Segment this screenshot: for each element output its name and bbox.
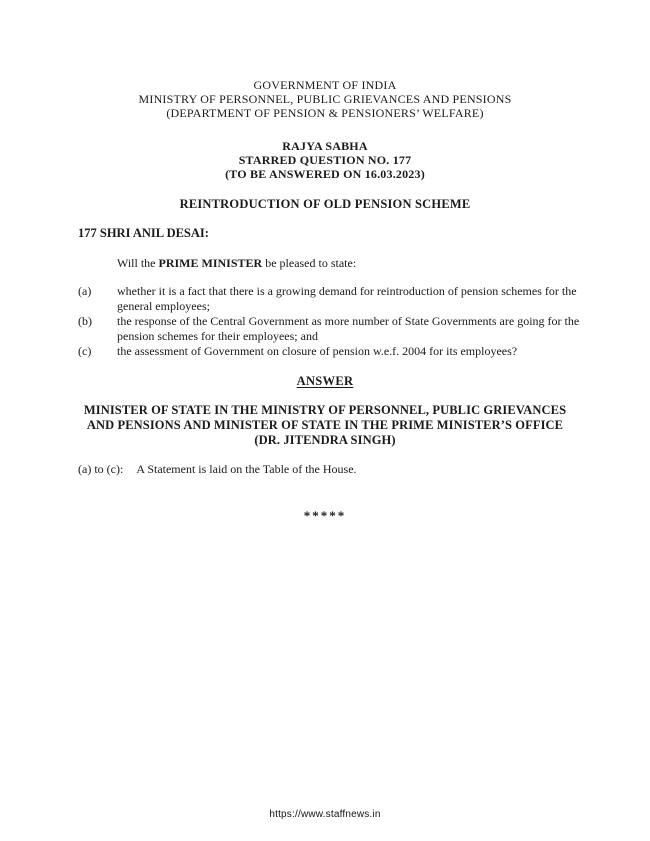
question-items xyxy=(0,284,650,359)
asterisk-separator: ***** xyxy=(303,508,347,523)
question-item-b xyxy=(0,314,650,344)
footer xyxy=(0,809,650,820)
statement-label: (a) to (c): xyxy=(78,462,124,476)
answer-heading-row xyxy=(0,372,650,390)
statement-text: A Statement is laid on the Table of the House. xyxy=(136,462,357,476)
govt-of-india-line: GOVERNMENT OF INDIA xyxy=(253,78,397,92)
department-line: (DEPARTMENT OF PENSION & PENSIONERS’ WELFARE) xyxy=(166,106,484,120)
minister-designation-line1: MINISTER OF STATE IN THE MINISTRY OF PERSONNEL, PUBLIC GRIEVANCES xyxy=(83,403,567,417)
item-label: (a) xyxy=(78,284,92,298)
item-text: the response of the Central Government as more number of State Governments are going for the pension schemes for their employees; and xyxy=(117,314,580,343)
minister-name: (DR. JITENDRA SINGH) xyxy=(254,433,396,447)
answer-date: (TO BE ANSWERED ON 16.03.2023) xyxy=(225,167,425,181)
item-label: (b) xyxy=(78,314,92,328)
footer-url-link[interactable]: https://www.staffnews.in xyxy=(269,809,381,820)
question-asker: 177 SHRI ANIL DESAI: xyxy=(78,226,209,240)
question-number: STARRED QUESTION NO. 177 xyxy=(238,153,412,167)
item-text: the assessment of Government on closure of pension w.e.f. 2004 for its employees? xyxy=(117,344,518,358)
intro-suffix: be pleased to state: xyxy=(262,256,357,270)
minister-designation-block xyxy=(0,403,650,448)
question-item-c xyxy=(0,344,650,359)
prime-minister-emphasis: PRIME MINISTER xyxy=(158,256,263,270)
answer-heading: ANSWER xyxy=(296,374,354,388)
question-title: REINTRODUCTION OF OLD PENSION SCHEME xyxy=(179,197,471,211)
letterhead xyxy=(0,78,650,120)
statement-line xyxy=(78,462,650,477)
house-name: RAJYA SABHA xyxy=(282,139,368,153)
item-label: (c) xyxy=(78,344,92,358)
question-intro xyxy=(117,256,650,271)
ministry-line: MINISTRY OF PERSONNEL, PUBLIC GRIEVANCES AND PENSIONS xyxy=(138,92,512,106)
item-text: whether it is a fact that there is a growing demand for reintroduction of pension schemes for the general employees; xyxy=(117,284,577,313)
question-item-a xyxy=(0,284,650,314)
intro-prefix: Will the xyxy=(117,256,159,270)
minister-designation-line2: AND PENSIONS AND MINISTER OF STATE IN THE PRIME MINISTER’S OFFICE xyxy=(86,418,564,432)
session-block xyxy=(0,139,650,181)
